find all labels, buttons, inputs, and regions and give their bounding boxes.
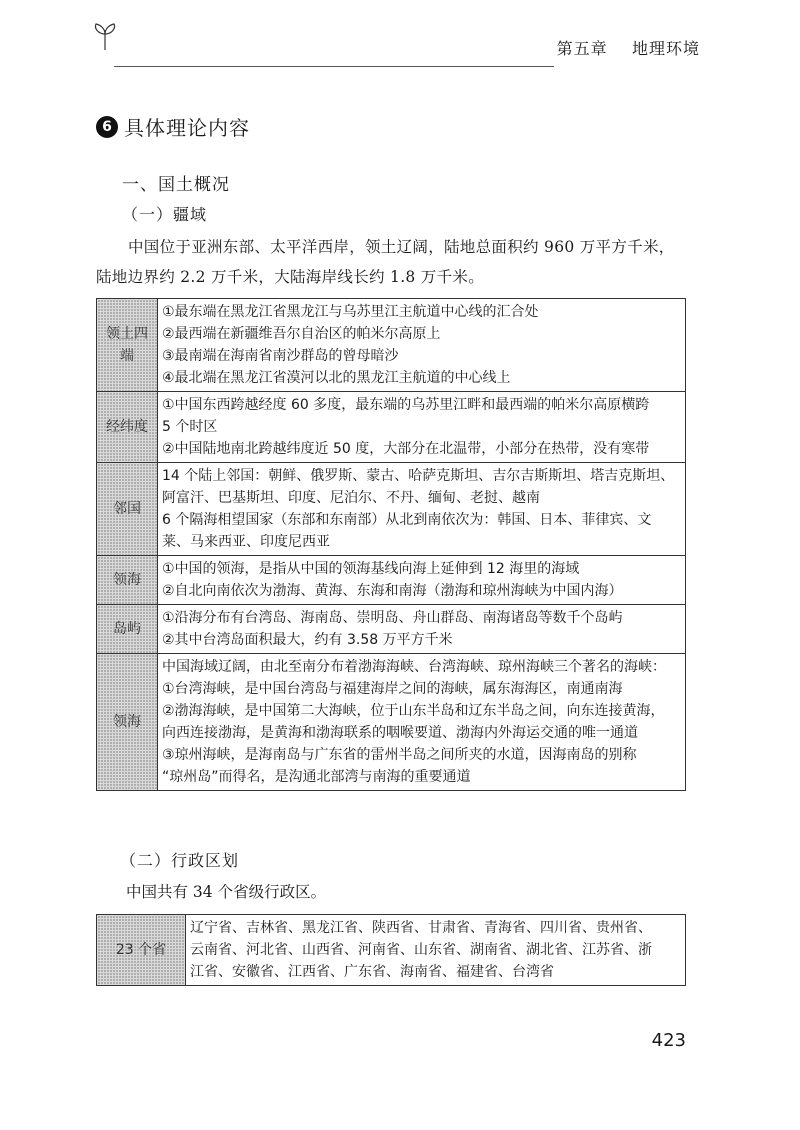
row-line: 14 个陆上邻国：朝鲜、俄罗斯、蒙古、哈萨克斯坦、吉尔吉斯斯坦、塔吉克斯坦、: [162, 468, 675, 484]
row-line: 5 个时区: [162, 419, 218, 435]
heading-territory: （一）疆域: [122, 205, 208, 224]
chapter-label: 第五章: [556, 39, 608, 58]
row-line: ②中国陆地南北跨越纬度近 50 度，大部分在北温带，小部分在热带，没有寒带: [162, 441, 650, 457]
leaf-icon: [90, 22, 120, 52]
page-number: 423: [651, 1030, 686, 1051]
row-content: [158, 299, 686, 392]
row-content: [158, 556, 686, 605]
row-line: ③最南端在海南省南沙群岛的曾母暗沙: [162, 348, 399, 364]
row-line: ②渤海海峡，是中国第二大海峡，位于山东半岛和辽东半岛之间，向东连接黄海，: [162, 703, 665, 719]
table-row: [97, 605, 686, 654]
territory-table: [96, 298, 686, 791]
row-line: ②自北向南依次为渤海、黄海、东海和南海（渤海和琼州海峡为中国内海）: [162, 583, 623, 599]
province-line: 云南省、河北省、山西省、河南省、山东省、湖南省、湖北省、江苏省、浙: [190, 942, 652, 958]
row-line: 向西连接渤海，是黄海和渤海联系的咽喉要道、渤海内外海运交通的唯一通道: [162, 725, 638, 741]
province-table: [96, 914, 686, 986]
province-label: 23 个省: [97, 915, 186, 986]
row-label: 领土四端: [97, 299, 158, 392]
header-rule: [114, 66, 554, 67]
row-line: ②最西端在新疆维吾尔自治区的帕米尔高原上: [162, 326, 441, 342]
row-label: 邻国: [97, 463, 158, 556]
section-badge-icon: 6: [96, 116, 118, 138]
table-row: [97, 556, 686, 605]
row-line: 6 个隔海相望国家（东部和东南部）从北到南依次为：韩国、日本、菲律宾、文: [162, 512, 652, 528]
row-line: 莱、马来西亚、印度尼西亚: [162, 534, 330, 550]
row-content: [158, 654, 686, 791]
territory-paragraph: 中国位于亚洲东部、太平洋西岸，领土辽阔，陆地总面积约 960 万平方千米，陆地边界约 2.2 万千米，大陆海岸线长约 1.8 万千米。: [96, 238, 675, 286]
heading-national-overview: 一、国土概况: [122, 175, 230, 195]
row-label: 经纬度: [97, 392, 158, 463]
row-label: 领海: [97, 556, 158, 605]
row-line: ①台湾海峡，是中国台湾岛与福建海岸之间的海峡，属东海海区，南通南海: [162, 681, 623, 697]
row-content: [158, 392, 686, 463]
row-line: 阿富汗、巴基斯坦、印度、尼泊尔、不丹、缅甸、老挝、越南: [162, 490, 540, 506]
province-content: [186, 915, 686, 986]
row-label: 岛屿: [97, 605, 158, 654]
row-line: ①沿海分布有台湾岛、海南岛、崇明岛、舟山群岛、南海诸岛等数千个岛屿: [162, 610, 623, 626]
heading-admin-division: （二）行政区划: [120, 851, 240, 870]
row-line: ①中国东西跨越经度 60 多度，最东端的乌苏里江畔和最西端的帕米尔高原横跨: [162, 397, 650, 413]
table-row: [97, 392, 686, 463]
row-line: ③琼州海峡，是海南岛与广东省的雷州半岛之间所夹的水道，因海南岛的别称: [162, 747, 637, 763]
table-row: [97, 654, 686, 791]
table-row: [97, 915, 686, 986]
chapter-title: 地理环境: [631, 39, 700, 58]
admin-paragraph: 中国共有 34 个省级行政区。: [126, 883, 327, 901]
row-line: ④最北端在黑龙江省漠河以北的黑龙江主航道的中心线上: [162, 370, 511, 386]
row-line: ②其中台湾岛面积最大，约有 3.58 万平方千米: [162, 632, 453, 648]
row-content: [158, 605, 686, 654]
row-line: “琼州岛”而得名，是沟通北部湾与南海的重要通道: [162, 769, 471, 785]
table-row: [97, 299, 686, 392]
section-heading: [96, 112, 250, 141]
row-line: ①最东端在黑龙江省黑龙江与乌苏里江主航道中心线的汇合处: [162, 304, 539, 320]
row-line: 中国海域辽阔，由北至南分布着渤海海峡、台湾海峡、琼州海峡三个著名的海峡：: [162, 659, 666, 675]
table-row: [97, 463, 686, 556]
row-label: 领海: [97, 654, 158, 791]
page-header: [90, 20, 700, 60]
province-line: 江省、安徽省、江西省、广东省、海南省、福建省、台湾省: [190, 964, 554, 980]
row-content: [158, 463, 686, 556]
province-line: 辽宁省、吉林省、黑龙江省、陕西省、甘肃省、青海省、四川省、贵州省、: [190, 920, 652, 936]
running-header: [557, 36, 700, 59]
section-title: 具体理论内容: [124, 116, 250, 140]
row-line: ①中国的领海，是指从中国的领海基线向海上延伸到 12 海里的海域: [162, 561, 580, 577]
